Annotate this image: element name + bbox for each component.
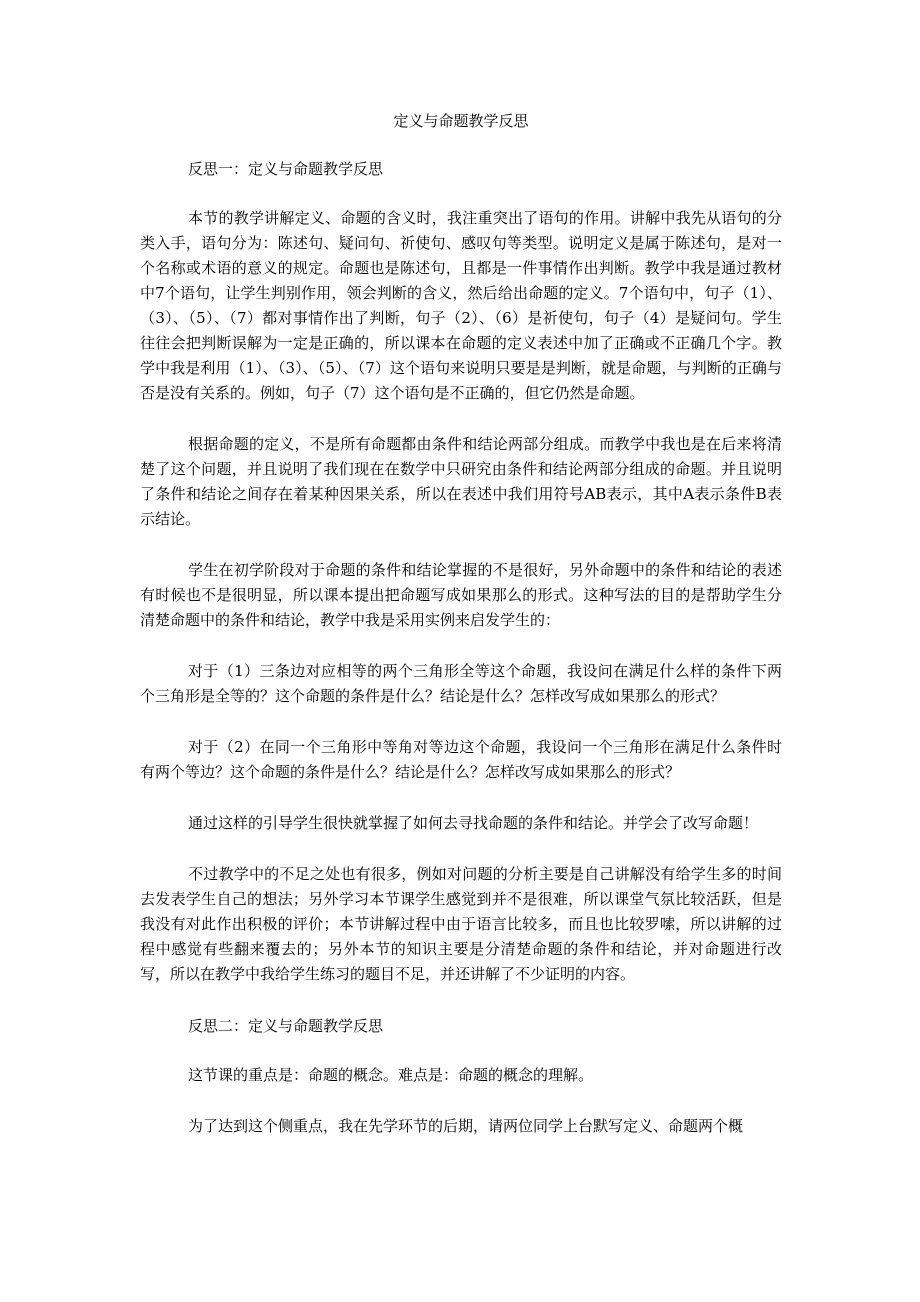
section-1-heading: 反思一：定义与命题教学反思 bbox=[188, 160, 384, 178]
paragraph: 本节的教学讲解定义、命题的含义时，我注重突出了语句的作用。讲解中我先从语句的分类入手，语句分为：陈述句、疑问句、祈使句、感叹句等类型。说明定义是属于陈述句，是对一个名称或术语的意义的规定。命题也是陈述句，且都是一件事情作出判断。教学中我是通过教材中7个语句，让学生判别作用，领会判断的含义，然后给出命题的定义。7个语句中，句子（1）、（3）、（5）、（7）都对事情作出了判断，句子（2）、（6）是祈使句，句子（4）是疑问句。学生往往会把判断误解为一定是正确的，所以课本在命题的定义表述中加了正确或不正确几个字。教学中我是利用（1）、（3）、（5）、（7）这个语句来说明只要是是判断，就是命题，与判断的正确与否是没有关系的。例如，句子（7）这个语句是不正确的，但它仍然是命题。 bbox=[140, 209, 782, 402]
paragraph: 不过教学中的不足之处也有很多，例如对问题的分析主要是自己讲解没有给学生多的时间去发表学生自己的想法；另外学习本节课学生感觉到并不是很难，所以课堂气氛比较活跃，但是我没有对此作出积极的评价；本节讲解过程中由于语言比较多，而且也比较罗嗦，所以讲解的过程中感觉有些翻来覆去的；另外本节的知识主要是分清楚命题的条件和结论，并对命题进行改写，所以在教学中我给学生练习的题目不足，并还讲解了不少证明的内容。 bbox=[140, 865, 782, 983]
document-title: 定义与命题教学反思 bbox=[393, 112, 529, 130]
section-2-heading: 反思二：定义与命题教学反思 bbox=[188, 1017, 384, 1035]
paragraph: 这节课的重点是：命题的概念。难点是：命题的概念的理解。 bbox=[188, 1066, 594, 1084]
paragraph: 学生在初学阶段对于命题的条件和结论掌握的不是很好，另外命题中的条件和结论的表述有时候也不是很明显，所以课本提出把命题写成如果那么的形式。这种写法的目的是帮助学生分清楚命题中的条件和结论，教学中我是采用实例来启发学生的： bbox=[140, 561, 782, 629]
paragraph: 对于（2）在同一个三角形中等角对等边这个命题，我设问一个三角形在满足什么条件时有两个等边？这个命题的条件是什么？结论是什么？怎样改写成如果那么的形式？ bbox=[140, 738, 782, 781]
paragraph: 根据命题的定义，不是所有命题都由条件和结论两部分组成。而教学中我也是在后来将清楚了这个问题，并且说明了我们现在在数学中只研究由条件和结论两部分组成的命题。并且说明了条件和结论之间存在着某种因果关系，所以在表述中我们用符号AB表示，其中A表示条件B表示结论。 bbox=[140, 435, 782, 528]
document-page bbox=[140, 108, 782, 1139]
paragraph: 为了达到这个侧重点，我在先学环节的后期，请两位同学上台默写定义、命题两个概 bbox=[188, 1117, 744, 1135]
paragraph: 对于（1）三条边对应相等的两个三角形全等这个命题，我设问在满足什么样的条件下两个三角形是全等的？这个命题的条件是什么？结论是什么？怎样改写成如果那么的形式？ bbox=[140, 662, 782, 705]
paragraph: 通过这样的引导学生很快就掌握了如何去寻找命题的条件和结论。并学会了改写命题！ bbox=[188, 814, 759, 832]
